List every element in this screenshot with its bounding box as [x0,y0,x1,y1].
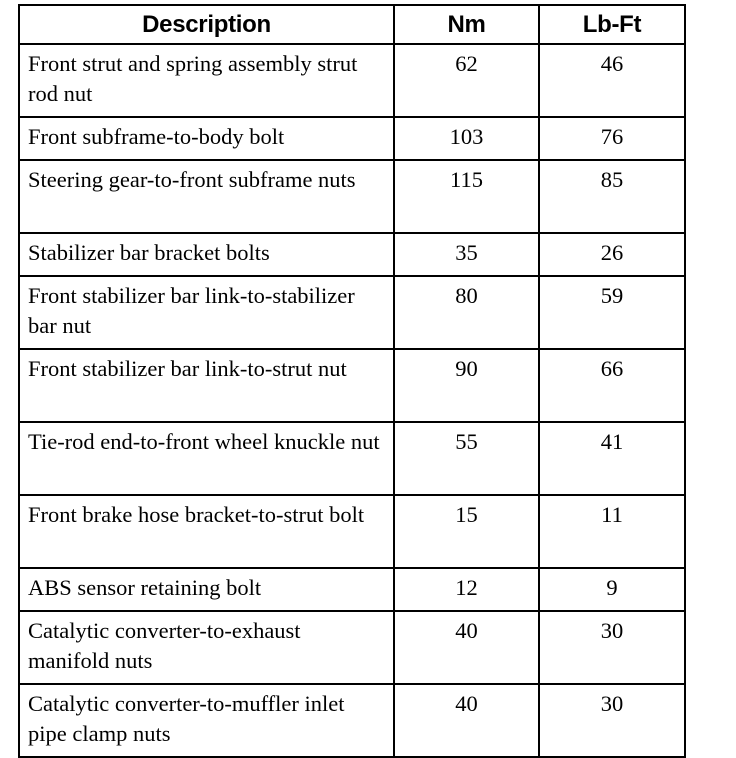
row-description: Tie-rod end-to-front wheel knuckle nut [19,422,394,495]
row-nm: 62 [394,44,539,117]
torque-spec-table [18,4,686,758]
row-lbft: 76 [539,117,685,160]
row-lbft: 11 [539,495,685,568]
row-nm: 40 [394,611,539,684]
row-lbft: 66 [539,349,685,422]
header-row [19,5,685,44]
table-header [19,5,685,44]
table-row [19,233,685,276]
row-nm: 15 [394,495,539,568]
row-nm: 55 [394,422,539,495]
header-description: Description [19,5,394,44]
row-description: Stabilizer bar bracket bolts [19,233,394,276]
row-description: Front stabilizer bar link-to-stabilizer bar nut [19,276,394,349]
row-nm: 12 [394,568,539,611]
table-row [19,349,685,422]
row-nm: 115 [394,160,539,233]
row-description: Front strut and spring assembly strut rod nut [19,44,394,117]
row-lbft: 85 [539,160,685,233]
row-nm: 35 [394,233,539,276]
row-description: Front stabilizer bar link-to-strut nut [19,349,394,422]
table-row [19,160,685,233]
row-lbft: 26 [539,233,685,276]
row-description: Catalytic converter-to-exhaust manifold nuts [19,611,394,684]
row-nm: 103 [394,117,539,160]
header-lbft: Lb-Ft [539,5,685,44]
row-description: Front subframe-to-body bolt [19,117,394,160]
table-row [19,44,685,117]
row-description: Steering gear-to-front subframe nuts [19,160,394,233]
row-lbft: 30 [539,611,685,684]
row-lbft: 59 [539,276,685,349]
table-row [19,611,685,684]
table-row [19,684,685,757]
table-row [19,276,685,349]
row-nm: 40 [394,684,539,757]
row-nm: 90 [394,349,539,422]
table-row [19,568,685,611]
row-lbft: 30 [539,684,685,757]
table-row [19,117,685,160]
table-row [19,495,685,568]
row-description: ABS sensor retaining bolt [19,568,394,611]
row-description: Front brake hose bracket-to-strut bolt [19,495,394,568]
header-nm: Nm [394,5,539,44]
row-lbft: 41 [539,422,685,495]
row-lbft: 9 [539,568,685,611]
row-description: Catalytic converter-to-muffler inlet pipe clamp nuts [19,684,394,757]
row-nm: 80 [394,276,539,349]
row-lbft: 46 [539,44,685,117]
table-row [19,422,685,495]
table-body [19,44,685,757]
